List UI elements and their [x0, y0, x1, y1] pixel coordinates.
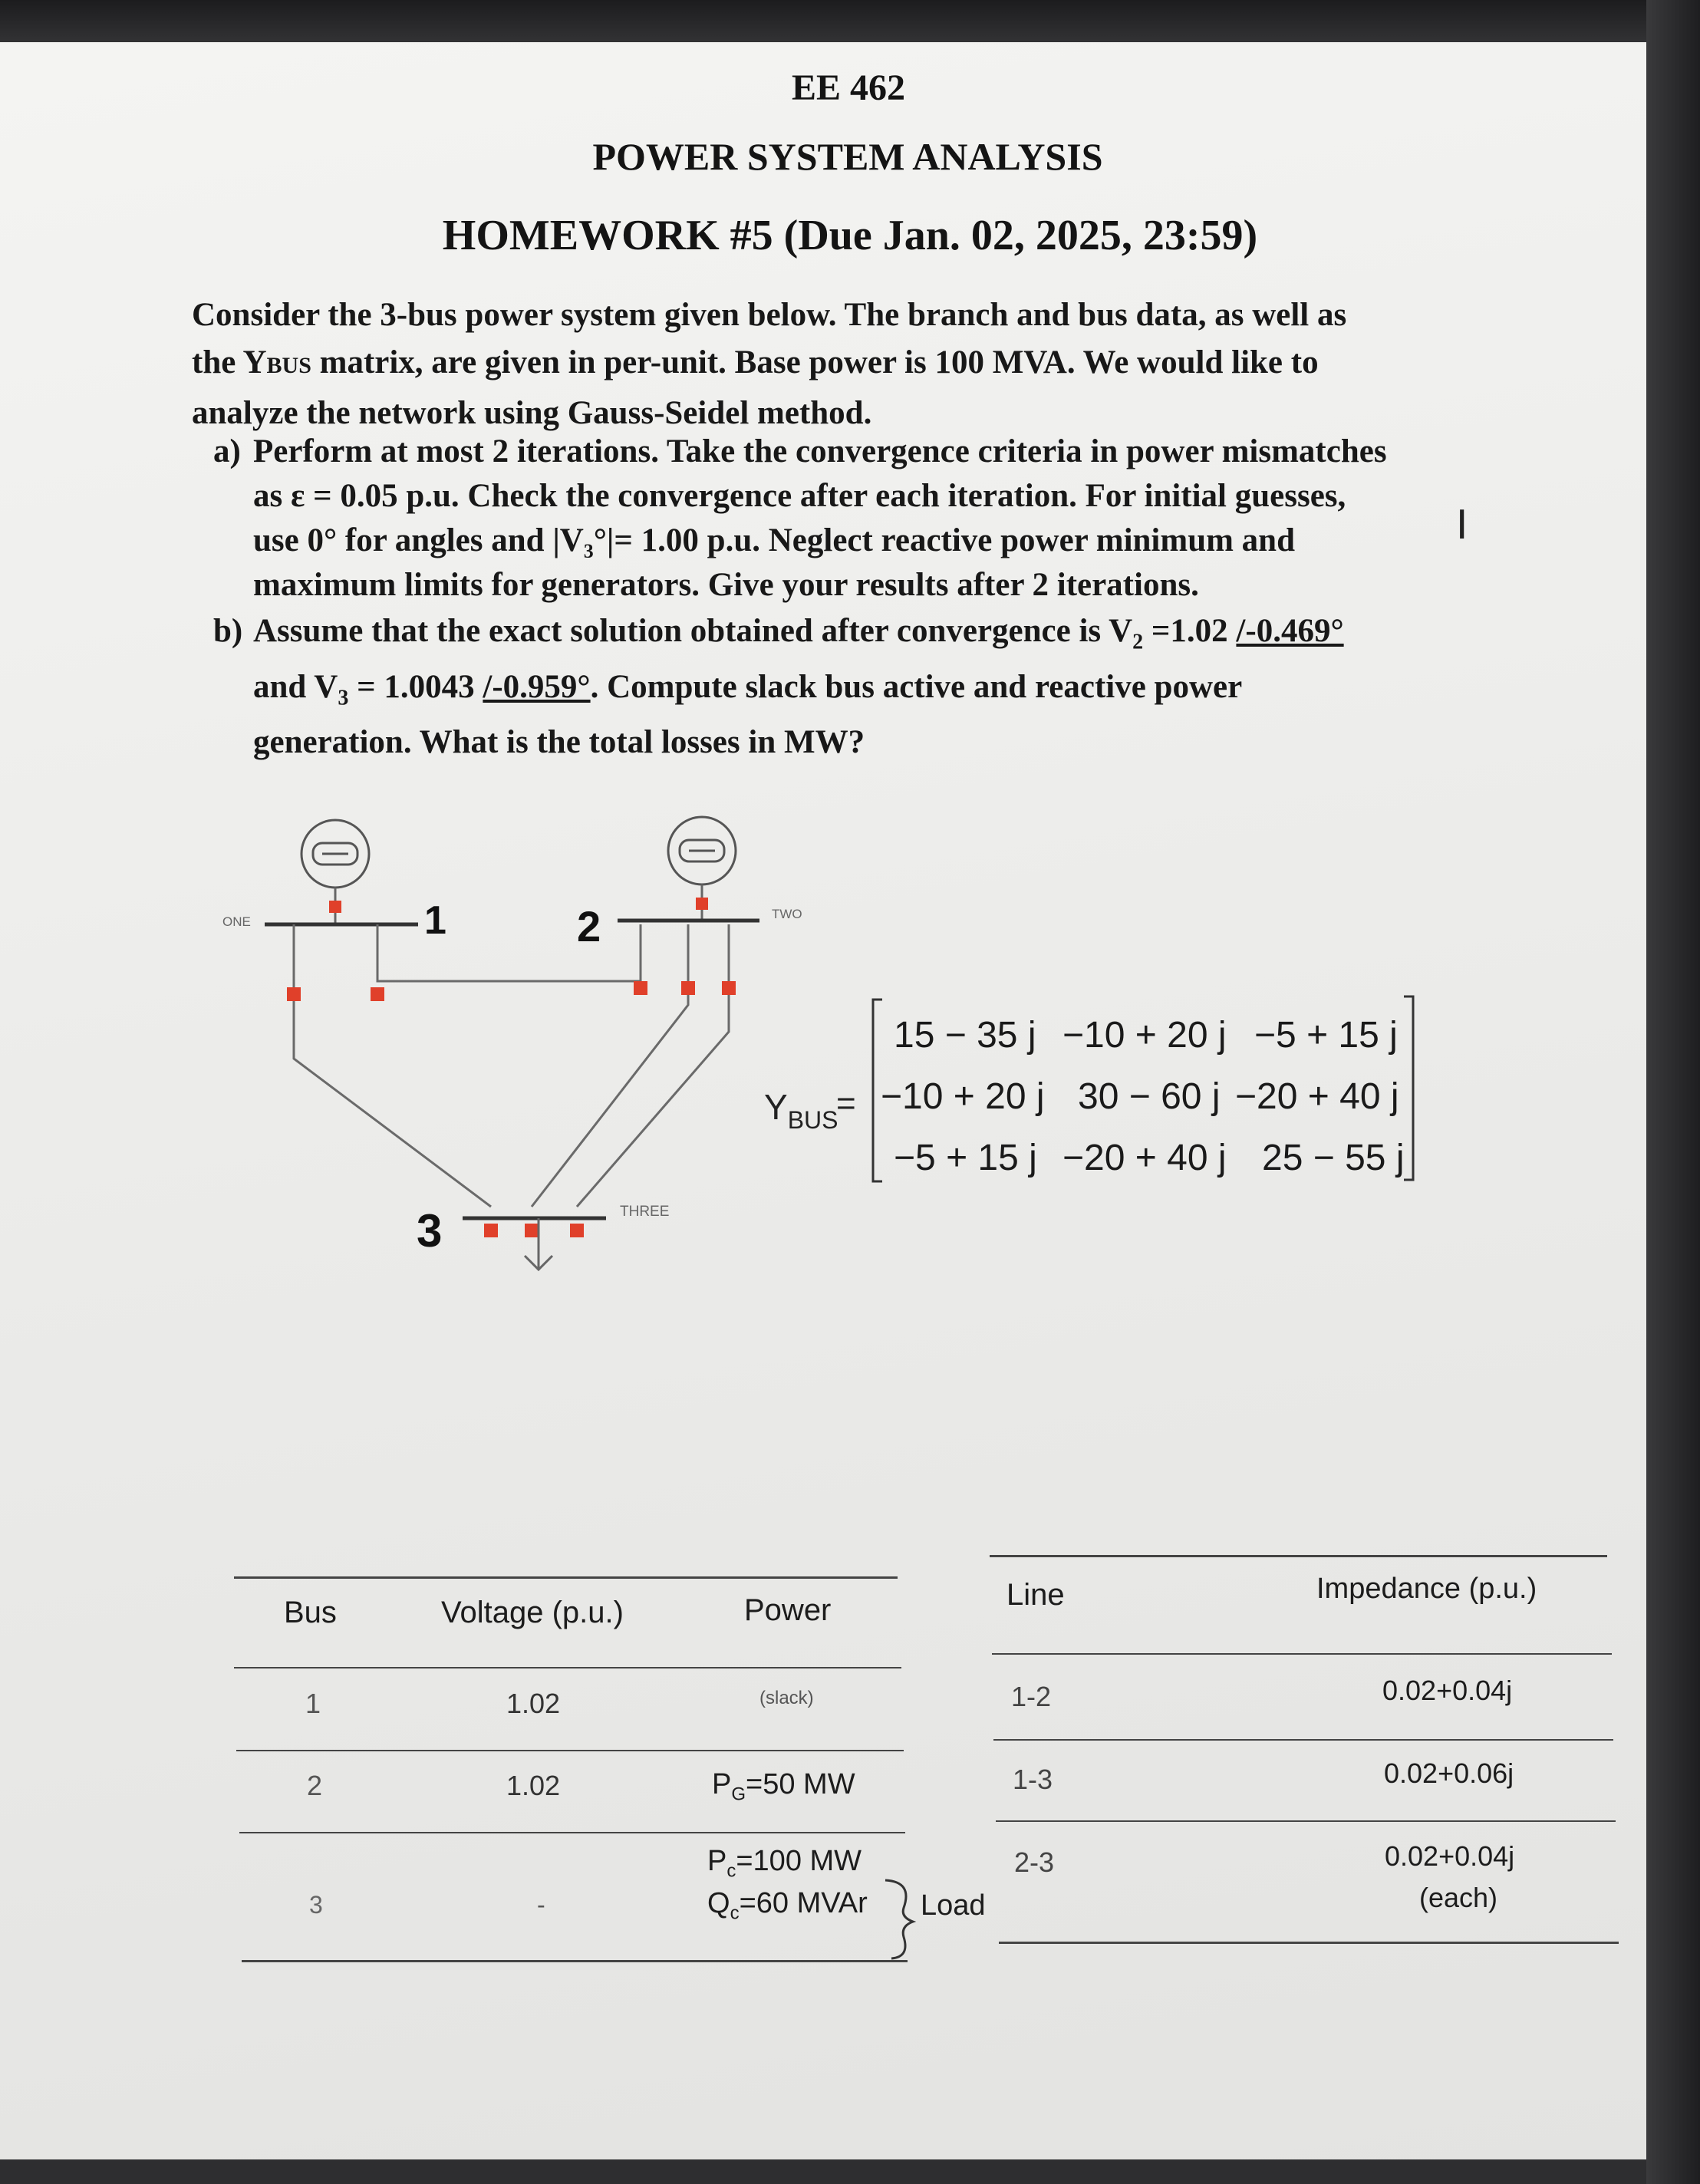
- table-rule: [992, 1653, 1612, 1655]
- screen-bezel-right: [1646, 0, 1700, 2184]
- v3-angle: /-0.959°: [483, 668, 591, 705]
- course-code: EE 462: [791, 68, 906, 108]
- impedance-header: Impedance (p.u.): [1316, 1573, 1537, 1605]
- load-q: [707, 1887, 868, 1925]
- table-row-power: [712, 1768, 855, 1806]
- one-line-diagram: [0, 42, 1649, 1346]
- table-row-power: (slack): [759, 1688, 814, 1708]
- ybus-cell-31: −5 + 15 j: [894, 1138, 1037, 1178]
- table-row-line: 2-3: [1014, 1846, 1055, 1878]
- transmission-lines: [294, 924, 729, 1207]
- table-rule: [242, 1960, 908, 1962]
- load-label: Load: [921, 1889, 986, 1922]
- load-p: [707, 1845, 862, 1883]
- table-row-voltage: -: [537, 1891, 545, 1919]
- bus-3-number: 3: [417, 1205, 443, 1257]
- ybus-equals: =: [836, 1085, 856, 1122]
- power-sub: G: [731, 1784, 746, 1805]
- table-row-line: 1-2: [1011, 1681, 1052, 1712]
- intro-line-3: analyze the network using Gauss-Seidel method.: [192, 395, 872, 431]
- table-row-bus: 1: [305, 1688, 321, 1719]
- bus-header: Bus: [284, 1596, 337, 1629]
- load-q-symbol: Q: [707, 1887, 730, 1919]
- v2-angle: /-0.469°: [1236, 613, 1344, 649]
- bus-1-number: 1: [424, 898, 446, 943]
- ybus-cell-12: −10 + 20 j: [1062, 1015, 1227, 1056]
- table-rule: [234, 1576, 898, 1579]
- bus-2-number: 2: [577, 902, 601, 950]
- circuit-breakers: [287, 981, 736, 1237]
- q-b-text: Assume that the exact solution obtained after convergence is V: [253, 613, 1133, 649]
- ybus-cell-32: −20 + 40 j: [1062, 1138, 1227, 1178]
- ybus-matrix: [764, 996, 1413, 1181]
- intro-ybus-sub: BUS: [266, 353, 311, 378]
- q-b-text: = 1.0043: [348, 668, 483, 705]
- table-rule: [234, 1667, 901, 1668]
- ybus-cell-22: 30 − 60 j: [1078, 1076, 1221, 1117]
- load-q-value: =60 MVAr: [739, 1887, 868, 1919]
- table-row-voltage: 1.02: [506, 1770, 561, 1801]
- table-row-impedance: 0.02+0.04j: [1385, 1840, 1515, 1872]
- table-row-line: 1-3: [1013, 1764, 1053, 1795]
- power-value: =50 MW: [746, 1768, 855, 1800]
- q-b-text: and V: [253, 668, 338, 705]
- intro-line-2-rest: matrix, are given in per-unit. Base power is 100 MVA. We would like to: [311, 344, 1319, 380]
- table-row-bus: 3: [309, 1891, 323, 1919]
- q-b-sub: 3: [338, 686, 349, 710]
- ybus-cell-13: −5 + 15 j: [1254, 1015, 1398, 1056]
- homework-title: HOMEWORK #5 (Due Jan. 02, 2025, 23:59): [442, 212, 1258, 259]
- q-b-sub: 2: [1132, 630, 1144, 654]
- table-rule: [993, 1739, 1613, 1741]
- table-row-note: (each): [1419, 1882, 1498, 1913]
- ybus-cell-21: −10 + 20 j: [881, 1076, 1045, 1117]
- question-b-line-3: generation. What is the total losses in MW?: [253, 724, 865, 761]
- q-b-text: . Compute slack bus active and reactive power: [590, 668, 1243, 705]
- table-row-impedance: 0.02+0.06j: [1384, 1757, 1514, 1789]
- generator-1-icon: [301, 820, 369, 924]
- power-header: Power: [744, 1593, 832, 1627]
- voltage-header: Voltage (p.u.): [441, 1596, 624, 1629]
- bus-2-name: TWO: [772, 907, 802, 921]
- table-rule: [990, 1555, 1607, 1557]
- text-cursor-icon: I: [1456, 502, 1468, 548]
- table-rule: [239, 1832, 905, 1833]
- load-p-symbol: P: [707, 1845, 727, 1877]
- question-a-line: Perform at most 2 iterations. Take the convergence criteria in power mismatches: [253, 433, 1387, 469]
- table-row-voltage: 1.02: [506, 1688, 561, 1719]
- bus-1-name: ONE: [222, 914, 251, 929]
- intro-line-1: Consider the 3-bus power system given below. The branch and bus data, as well as: [192, 297, 1347, 333]
- load-p-sub: c: [726, 1860, 736, 1882]
- q-b-text: =1.02: [1143, 613, 1237, 649]
- bus-3-name: THREE: [620, 1204, 670, 1220]
- load-q-sub: c: [730, 1902, 740, 1924]
- question-a-line: use 0° for angles and |V₃°|= 1.00 p.u. Neglect reactive power minimum and: [253, 522, 1296, 558]
- power-symbol: P: [712, 1768, 732, 1800]
- ybus-cell-33: 25 − 55 j: [1262, 1138, 1405, 1178]
- table-rule: [996, 1820, 1616, 1822]
- document-page: [0, 42, 1649, 2159]
- line-header: Line: [1006, 1578, 1065, 1612]
- table-row-impedance: 0.02+0.04j: [1382, 1675, 1513, 1706]
- question-b-label: b): [213, 613, 243, 649]
- question-a-label: a): [213, 433, 241, 469]
- course-subject: POWER SYSTEM ANALYSIS: [592, 135, 1103, 178]
- question-a-line: maximum limits for generators. Give your results after 2 iterations.: [253, 567, 1199, 603]
- ybus-cell-11: 15 − 35 j: [894, 1015, 1036, 1056]
- matrix-right-bracket: [1404, 996, 1413, 1180]
- table-rule: [999, 1942, 1619, 1944]
- intro-ybus-y: the Y: [192, 344, 267, 380]
- question-a-line: as ε = 0.05 p.u. Check the convergence after each iteration. For initial guesses,: [253, 478, 1346, 514]
- table-row-bus: 2: [307, 1770, 323, 1801]
- generator-2-icon: [668, 817, 736, 921]
- ybus-cell-23: −20 + 40 j: [1235, 1076, 1399, 1117]
- ybus-label: $Y_{BUS}$: [764, 1087, 838, 1134]
- load-p-value: =100 MW: [736, 1845, 862, 1877]
- table-rule: [236, 1750, 904, 1751]
